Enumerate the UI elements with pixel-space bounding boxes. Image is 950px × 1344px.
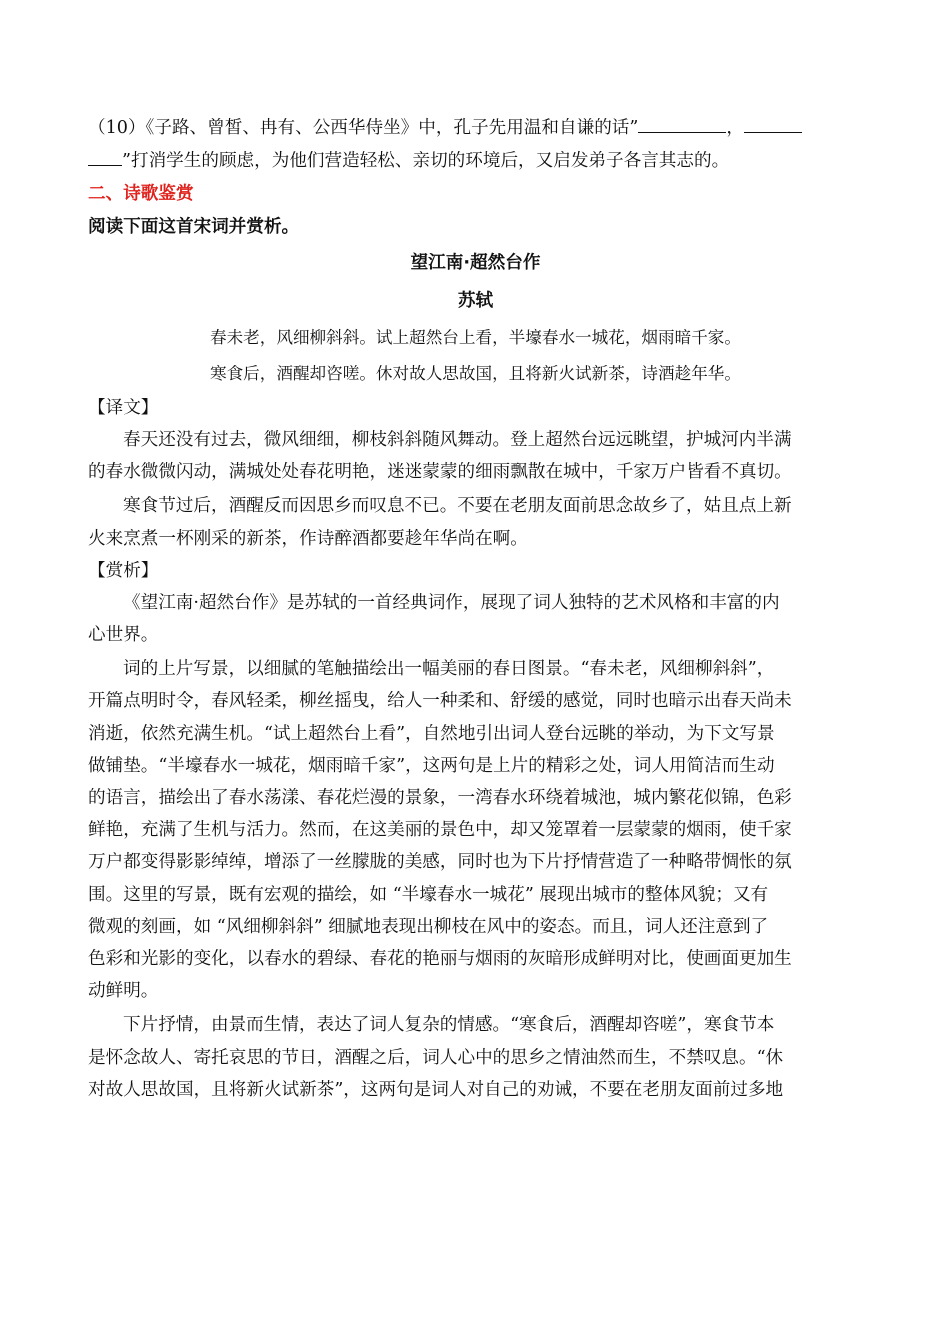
text-line: 对故人思故国，且将新火试新茶”，这两句是词人对自己的劝诫，不要在老朋友面前过多地 [88, 1079, 784, 1100]
text-line: 微观的刻画，如 “风细柳斜斜” 细腻地表现出柳枝在风中的姿态。而且，词人还注意到了 [88, 916, 769, 937]
question-10-text-cont: ”打消学生的顾虑，为他们营造轻松、亲切的环境后，又启发弟子各言其志的。 [122, 151, 730, 171]
text-line: 是怀念故人、寄托哀思的节日，酒醒之后，词人心中的思乡之情油然而生，不禁叹息。“休 [88, 1047, 784, 1068]
text-line: 消逝，依然充满生机。“试上超然台上看”，自然地引出词人登台远眺的举动，为下文写景 [88, 723, 775, 744]
poem-line: 春未老，风细柳斜斜。试上超然台上看，半壕春水一城花，烟雨暗千家。 [210, 328, 741, 347]
text-line: 动鲜明。 [88, 981, 159, 1002]
appreciation-paragraph-2 [88, 653, 863, 1007]
appreciation-paragraph-3 [88, 1009, 863, 1106]
text-line: 词的上片写景，以细腻的笔触描绘出一幅美丽的春日图景。“春未老，风细柳斜斜”， [123, 659, 775, 680]
text-line: 的春水微微闪动，满城处处春花明艳，迷迷蒙蒙的细雨飘散在城中，千家万户皆看不真切。 [88, 462, 792, 483]
translation-paragraph-1 [88, 424, 863, 488]
text-line: 心世界。 [88, 625, 159, 646]
text-line: 色彩和光影的变化，以春水的碧绿、春花的艳丽与烟雨的灰暗形成鲜明对比，使画面更加生 [88, 949, 792, 970]
answer-blank-1[interactable] [638, 114, 726, 133]
section-instruction: 阅读下面这首宋词并赏析。 [88, 217, 300, 237]
translation-paragraph-2 [88, 490, 863, 554]
text-line: 春天还没有过去，微风细细，柳枝斜斜随风舞动。登上超然台远远眺望，护城河内半满 [123, 430, 792, 450]
poem-title: 望江南·超然台作 [410, 253, 541, 273]
answer-blank-2-cont[interactable] [88, 147, 122, 166]
section-title: 二、诗歌鉴赏 [88, 184, 194, 204]
question-10-line-1 [88, 112, 863, 145]
question-10-line-2 [88, 145, 863, 178]
text-line: 下片抒情，由景而生情，表达了词人复杂的情感。“寒食后，酒醒却咨嗟”，寒食节本 [123, 1015, 775, 1036]
appreciation-heading: 【赏析】 [88, 560, 159, 581]
answer-blank-2[interactable] [744, 114, 802, 133]
text-line: 鲜艳，充满了生机与活力。然而，在这美丽的景色中，却又笼罩着一层蒙蒙的烟雨，使千家 [88, 820, 792, 841]
document-page [88, 112, 863, 1106]
text-line: 火来烹煮一杯刚采的新茶，作诗醉酒都要趁年华尚在啊。 [88, 528, 528, 549]
translation-heading: 【译文】 [88, 398, 159, 418]
text-line: 万户都变得影影绰绰，增添了一丝朦胧的美感，同时也为下片抒情营造了一种略带惆怅的氛 [88, 852, 792, 873]
text-line: 开篇点明时令，春风轻柔，柳丝摇曳，给人一种柔和、舒缓的感觉，同时也暗示出春天尚未 [88, 691, 792, 712]
poem-line: 寒食后，酒醒却咨嗟。休对故人思故国，且将新火试新茶，诗酒趁年华。 [210, 364, 741, 383]
question-10-comma: ， [726, 118, 745, 138]
text-line: 《望江南·超然台作》是苏轼的一首经典词作，展现了词人独特的艺术风格和丰富的内 [123, 592, 780, 613]
question-10 [88, 112, 863, 178]
poem-author: 苏轼 [457, 291, 494, 311]
appreciation-paragraph-1 [88, 587, 863, 651]
question-10-text: （10）《子路、曾皙、冉有、公西华侍坐》中，孔子先用温和自谦的话” [88, 118, 639, 138]
text-line: 做铺垫。“半壕春水一城花，烟雨暗千家”，这两句是上片的精彩之处，词人用简洁而生动 [88, 755, 775, 776]
text-line: 的语言，描绘出了春水荡漾、春花烂漫的景象，一湾春水环绕着城池，城内繁花似锦，色彩 [88, 788, 792, 809]
text-line: 围。这里的写景，既有宏观的描绘，如 “半壕春水一城花” 展现出城市的整体风貌；又有 [88, 884, 769, 905]
text-line: 寒食节过后，酒醒反而因思乡而叹息不已。不要在老朋友面前思念故乡了，姑且点上新 [123, 496, 792, 517]
